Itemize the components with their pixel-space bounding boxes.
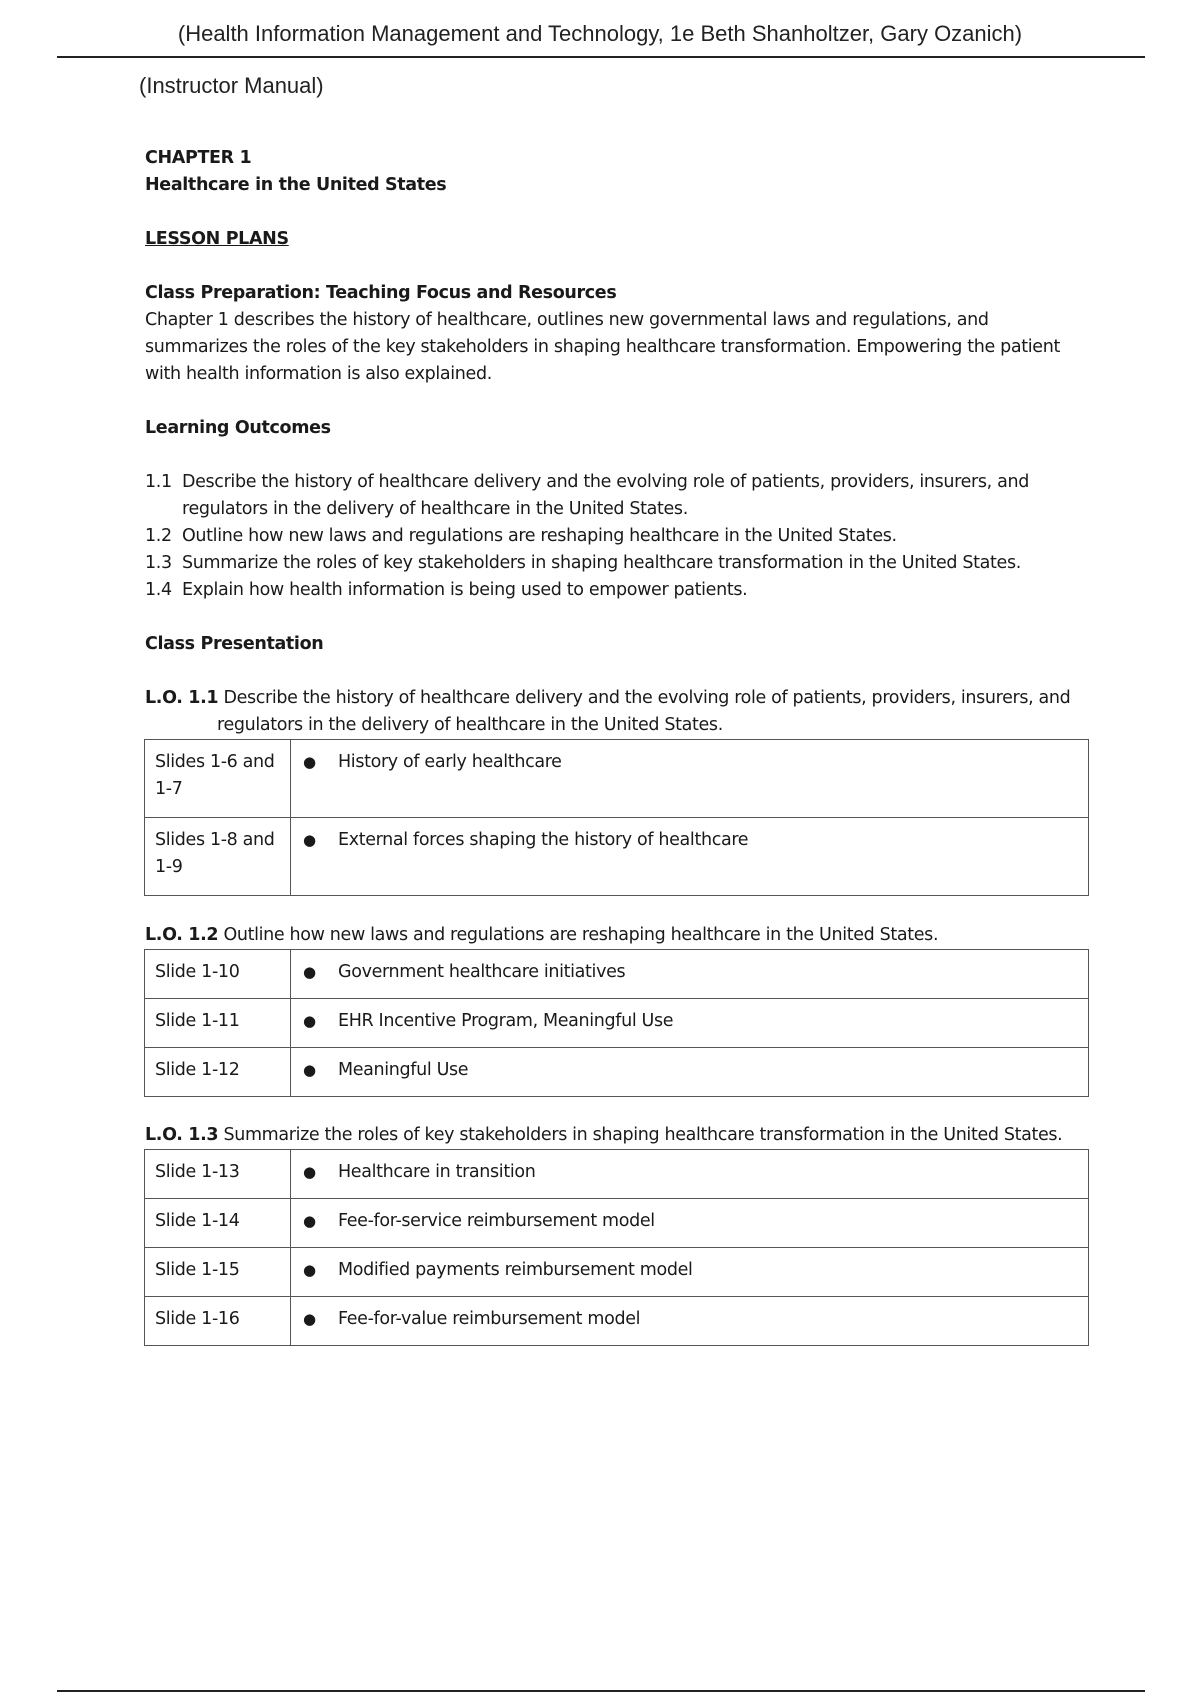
slide-ref: Slide 1-15 [145, 1248, 291, 1297]
outcome-item [145, 550, 1095, 577]
topic-text: EHR Incentive Program, Meaningful Use [338, 1011, 674, 1031]
slide-topic [291, 1297, 1089, 1346]
topic-text: Fee-for-value reimbursement model [338, 1309, 641, 1329]
outcome-number: 1.1 [145, 472, 172, 492]
table-row [145, 1199, 1089, 1248]
slide-ref: Slide 1-11 [145, 999, 291, 1048]
slide-topic [291, 1248, 1089, 1297]
bullet-icon: ● [303, 963, 316, 981]
lo-text: Describe the history of healthcare delivery and the evolving role of patients, providers, insurers, and regulators in the delivery of healthcare in the United States. [217, 688, 1071, 735]
bullet-icon: ● [303, 753, 316, 771]
outcome-item [145, 523, 1095, 550]
footer-rule [57, 1690, 1145, 1692]
bullet-icon: ● [303, 831, 316, 849]
outcome-text: Describe the history of healthcare delivery and the evolving role of patients, providers, insurers, and regulators in the delivery of healthcare in the United States. [182, 472, 1029, 519]
learning-outcomes-list [145, 469, 1095, 604]
slide-ref: Slide 1-14 [145, 1199, 291, 1248]
table-row [145, 1048, 1089, 1097]
bullet-icon: ● [303, 1163, 316, 1181]
lo-heading [145, 922, 1095, 949]
bullet-icon: ● [303, 1061, 316, 1079]
table-row [145, 950, 1089, 999]
table-row [145, 1297, 1089, 1346]
topic-text: Meaningful Use [338, 1060, 469, 1080]
lo-label: L.O. 1.1 [145, 688, 219, 708]
bullet-icon: ● [303, 1261, 316, 1279]
document-subtitle: (Instructor Manual) [139, 73, 324, 98]
slide-ref: Slide 1-16 [145, 1297, 291, 1346]
topic-text: Healthcare in transition [338, 1162, 536, 1182]
table-row [145, 1248, 1089, 1297]
lo-heading [145, 685, 1095, 739]
slide-topic [291, 1048, 1089, 1097]
preparation-heading: Class Preparation: Teaching Focus and Resources [145, 283, 617, 303]
lo-text: Summarize the roles of key stakeholders in shaping healthcare transformation in the United States. [223, 1125, 1063, 1145]
outcome-item [145, 469, 1095, 523]
preparation-body: Chapter 1 describes the history of healthcare, outlines new governmental laws and regulations, and summarizes the roles of the key stakeholders in shaping healthcare transformation. Empowering the patient with health information is also explained. [145, 310, 1060, 384]
lo-label: L.O. 1.3 [145, 1125, 219, 1145]
outcome-text: Summarize the roles of key stakeholders in shaping healthcare transformation in the United States. [182, 553, 1021, 573]
lo-label: L.O. 1.2 [145, 925, 219, 945]
slide-topic [291, 818, 1089, 896]
lo-text: Outline how new laws and regulations are reshaping healthcare in the United States. [223, 925, 939, 945]
document-header-title: (Health Information Management and Technology, 1e Beth Shanholtzer, Gary Ozanich) [177, 21, 1023, 46]
slide-ref: Slides 1-6 and 1-7 [145, 740, 291, 818]
topic-text: Modified payments reimbursement model [338, 1260, 693, 1280]
learning-outcomes-heading: Learning Outcomes [145, 418, 331, 438]
slide-ref: Slide 1-13 [145, 1150, 291, 1199]
outcome-text: Explain how health information is being used to empower patients. [182, 580, 748, 600]
slide-topic [291, 1199, 1089, 1248]
table-row [145, 1150, 1089, 1199]
slides-table [144, 949, 1089, 1097]
table-row [145, 818, 1089, 896]
chapter-label: CHAPTER 1 [145, 148, 252, 168]
table-row [145, 740, 1089, 818]
header-rule [57, 56, 1145, 58]
document-body [145, 145, 1095, 1346]
topic-text: External forces shaping the history of healthcare [338, 830, 749, 850]
slide-ref: Slide 1-10 [145, 950, 291, 999]
outcome-number: 1.3 [145, 553, 172, 573]
outcome-item [145, 577, 1095, 604]
slide-topic [291, 999, 1089, 1048]
lo-heading [145, 1122, 1095, 1149]
slides-table [144, 1149, 1089, 1346]
outcome-number: 1.4 [145, 580, 172, 600]
outcome-text: Outline how new laws and regulations are reshaping healthcare in the United States. [182, 526, 897, 546]
table-row [145, 999, 1089, 1048]
bullet-icon: ● [303, 1012, 316, 1030]
slide-topic [291, 1150, 1089, 1199]
chapter-title: Healthcare in the United States [145, 175, 447, 195]
topic-text: Fee-for-service reimbursement model [338, 1211, 655, 1231]
slides-table [144, 739, 1089, 896]
lesson-plans-heading: LESSON PLANS [145, 229, 289, 249]
class-presentation-heading: Class Presentation [145, 634, 324, 654]
bullet-icon: ● [303, 1310, 316, 1328]
topic-text: History of early healthcare [338, 752, 562, 772]
outcome-number: 1.2 [145, 526, 172, 546]
topic-text: Government healthcare initiatives [338, 962, 626, 982]
slide-ref: Slides 1-8 and 1-9 [145, 818, 291, 896]
bullet-icon: ● [303, 1212, 316, 1230]
slide-ref: Slide 1-12 [145, 1048, 291, 1097]
slide-topic [291, 740, 1089, 818]
slide-topic [291, 950, 1089, 999]
